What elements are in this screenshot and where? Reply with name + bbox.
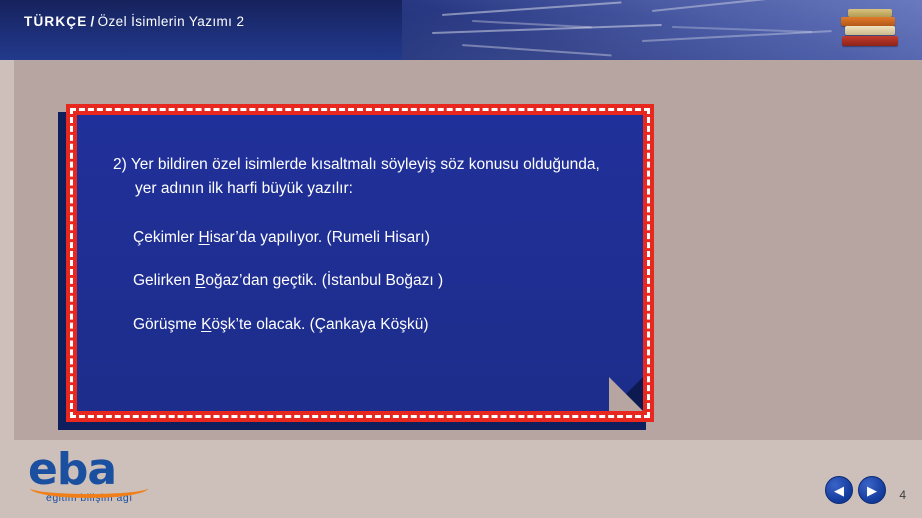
example-item: [107, 313, 613, 336]
example-before: Gelirken: [133, 272, 196, 290]
breadcrumb-topic: Özel İsimlerin Yazımı 2: [97, 14, 245, 29]
eba-logo-tagline: eğitim bilişim ağı: [46, 492, 133, 504]
page-fold-cut: [609, 377, 643, 411]
example-item: [107, 269, 613, 292]
example-item: [107, 226, 613, 249]
rule-text: Yer bildiren özel isimlerde kısaltmalı söyleyiş söz konusu olduğunda, yer adının ilk harfi büyük yazılır:: [130, 156, 600, 197]
header-bar: [0, 0, 922, 60]
example-after: isar’da yapılıyor. (Rumeli Hisarı): [209, 229, 430, 247]
rule-statement: [107, 153, 613, 200]
rule-number: 2): [113, 156, 127, 173]
eba-logo-text: eba: [28, 444, 117, 495]
page-number: 4: [899, 488, 906, 502]
chevron-right-icon: ▶: [867, 482, 877, 498]
books-icon: [838, 6, 900, 52]
example-before: Görüşme: [133, 315, 202, 333]
example-after: oğaz’dan geçtik. (İstanbul Boğazı ): [205, 272, 444, 290]
example-before: Çekimler: [133, 229, 199, 247]
example-after: öşk’te olacak. (Çankaya Köşkü): [211, 315, 429, 333]
chevron-left-icon: ◀: [834, 482, 844, 498]
example-highlight: K: [201, 315, 212, 333]
breadcrumb-separator: /: [90, 14, 95, 29]
breadcrumb: [24, 14, 244, 29]
content-card: [66, 104, 654, 422]
previous-slide-button[interactable]: [825, 476, 853, 504]
rule-panel: [77, 115, 643, 411]
breadcrumb-subject: TÜRKÇE: [24, 14, 88, 29]
eba-logo: [28, 444, 156, 506]
next-slide-button[interactable]: [858, 476, 886, 504]
example-highlight: H: [198, 229, 210, 247]
example-highlight: B: [195, 272, 206, 290]
slide-navigation: [825, 476, 886, 504]
